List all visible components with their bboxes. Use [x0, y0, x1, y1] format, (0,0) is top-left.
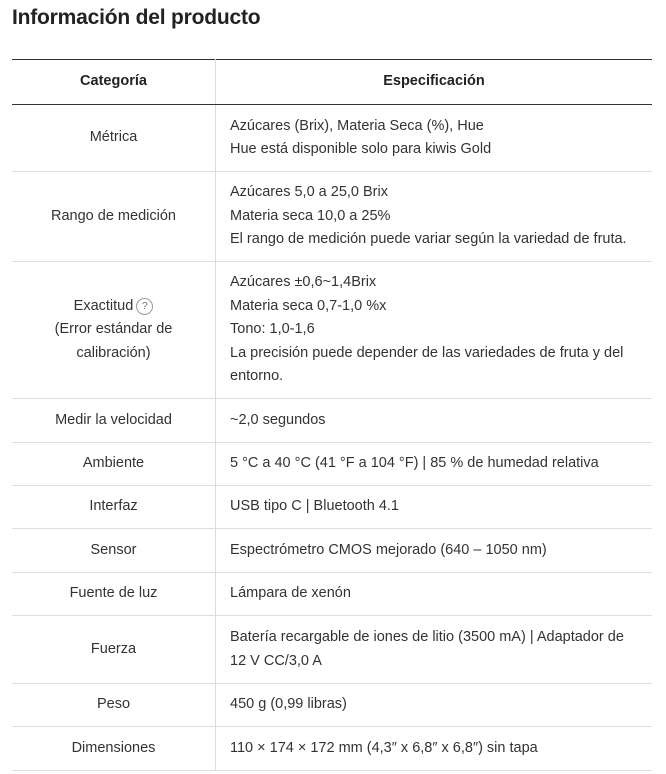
table-row	[12, 573, 652, 616]
row-category: Sensor	[12, 529, 216, 573]
row-spec	[216, 486, 653, 529]
row-spec	[216, 172, 653, 262]
row-spec	[216, 616, 653, 684]
row-spec	[216, 684, 653, 727]
table-row	[12, 486, 652, 529]
row-category: Métrica	[12, 105, 216, 172]
question-circle-icon[interactable]: ?	[136, 298, 153, 315]
table-row	[12, 727, 652, 771]
spec-line: Lámpara de xenón	[230, 585, 351, 602]
spec-line: Batería recargable de iones de litio (3500 mA) | Adaptador de 12 V CC/3,0 A	[230, 629, 624, 669]
table-row	[12, 105, 652, 172]
row-category	[12, 262, 216, 399]
table-row	[12, 443, 652, 486]
row-category: Medir la velocidad	[12, 399, 216, 443]
row-spec	[216, 727, 653, 771]
row-category: Fuerza	[12, 616, 216, 684]
row-category: Interfaz	[12, 486, 216, 529]
spec-line: Azúcares 5,0 a 25,0 Brix	[230, 184, 388, 201]
header-category: Categoría	[12, 60, 216, 105]
product-spec-table	[12, 59, 652, 771]
row-spec	[216, 443, 653, 486]
table-row	[12, 616, 652, 684]
row-category: Ambiente	[12, 443, 216, 486]
spec-line: La precisión puede depender de las variedades de fruta y del entorno.	[230, 344, 624, 385]
page-title: Información del producto	[12, 6, 261, 29]
row-category: Fuente de luz	[12, 573, 216, 616]
row-spec	[216, 529, 653, 573]
table-row	[12, 399, 652, 443]
row-category: Rango de medición	[12, 172, 216, 262]
spec-line: Espectrómetro CMOS mejorado (640 – 1050 nm)	[230, 541, 547, 558]
table-row	[12, 262, 652, 399]
spec-line: ~2,0 segundos	[230, 411, 326, 428]
spec-line: Materia seca 0,7-1,0 %x	[230, 297, 387, 314]
table-row	[12, 172, 652, 262]
spec-line: USB tipo C | Bluetooth 4.1	[230, 498, 400, 515]
row-spec	[216, 399, 653, 443]
category-note: (Error estándar de calibración)	[54, 321, 173, 361]
spec-line: 110 × 174 × 172 mm (4,3″ x 6,8″ x 6,8″) sin tapa	[230, 739, 538, 756]
spec-line: 5 °C a 40 °C (41 °F a 104 °F) | 85 % de humedad relativa	[230, 455, 599, 472]
header-specification: Especificación	[216, 60, 653, 105]
spec-line: Materia seca 10,0 a 25%	[230, 207, 391, 224]
spec-line: El rango de medición puede variar según la variedad de fruta.	[230, 231, 627, 248]
category-label: Exactitud	[73, 297, 134, 314]
spec-line: Tono: 1,0-1,6	[230, 321, 315, 338]
row-spec	[216, 262, 653, 399]
table-header-row	[12, 60, 652, 105]
spec-line: Hue está disponible solo para kiwis Gold	[230, 141, 492, 157]
row-category: Dimensiones	[12, 727, 216, 771]
table-row	[12, 529, 652, 573]
table-row	[12, 684, 652, 727]
spec-line: 450 g (0,99 libras)	[230, 696, 347, 713]
spec-line: Azúcares ±0,6~1,4Brix	[230, 274, 377, 291]
spec-line: Azúcares (Brix), Materia Seca (%), Hue	[230, 117, 484, 134]
row-spec	[216, 573, 653, 616]
row-spec	[216, 105, 653, 172]
row-category: Peso	[12, 684, 216, 727]
